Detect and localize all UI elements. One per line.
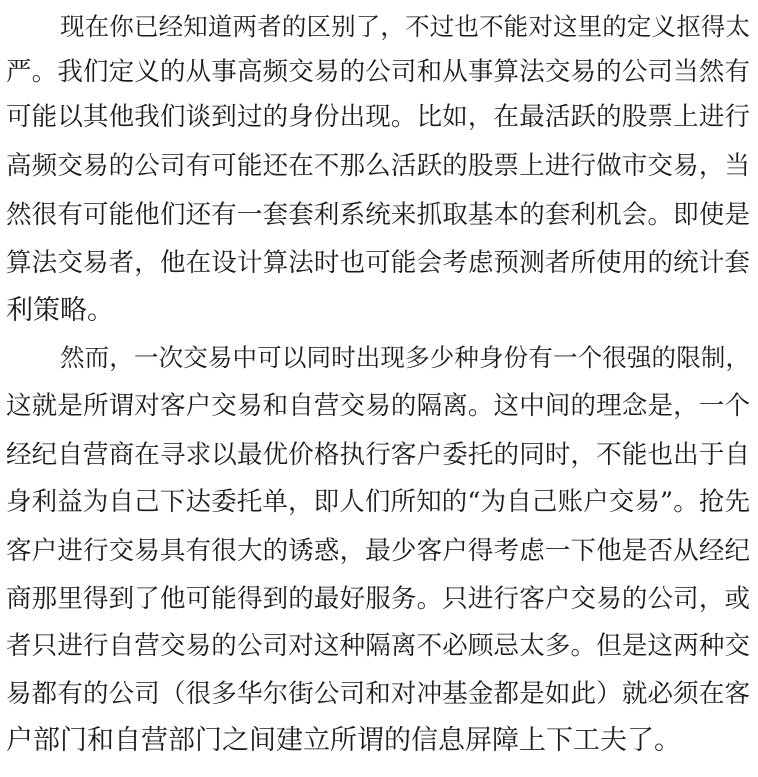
paragraph-line: 客户进行交易具有很大的诱惑，最少客户得考虑一下他是否从经纪 xyxy=(6,536,750,566)
paragraph-line: 现在你已经知道两者的区别了，不过也不能对这里的定义抠得太 xyxy=(60,12,750,41)
paragraph-line: 高频交易的公司有可能还在不那么活跃的股票上进行做市交易，当 xyxy=(6,151,750,181)
paragraph-line: 者只进行自营交易的公司对这种隔离不必顾忌太多。但是这两种交 xyxy=(6,631,750,661)
paragraph-line: 算法交易者，他在设计算法时也可能会考虑预测者所使用的统计套 xyxy=(6,248,750,278)
paragraph-line: 这就是所谓对客户交易和自营交易的隔离。这中间的理念是，一个 xyxy=(6,391,750,421)
paragraph-line: 可能以其他我们谈到过的身份出现。比如，在最活跃的股票上进行 xyxy=(6,102,750,132)
paragraph-line: 易都有的公司（很多华尔街公司和对冲基金都是如此）就必须在客 xyxy=(6,679,750,709)
paragraph-line: 利策略。 xyxy=(6,295,114,326)
paragraph-line: 然而，一次交易中可以同时出现多少种身份有一个很强的限制， xyxy=(60,343,750,372)
paragraph-line: 严。我们定义的从事高频交易的公司和从事算法交易的公司当然有 xyxy=(6,57,750,87)
paragraph-line: 然很有可能他们还有一套套利系统来抓取基本的套利机会。即使是 xyxy=(6,200,750,230)
paragraph-line: 经纪自营商在寻求以最优价格执行客户委托的同时，不能也出于自 xyxy=(6,440,750,470)
paragraph-line: 身利益为自己下达委托单，即人们所知的“为自己账户交易”。抢先 xyxy=(6,487,750,517)
paragraph-line: 商那里得到了他可能得到的最好服务。只进行客户交易的公司，或 xyxy=(6,584,750,614)
paragraph-line: 户部门和自营部门之间建立所谓的信息屏障上下工夫了。 xyxy=(6,725,681,756)
